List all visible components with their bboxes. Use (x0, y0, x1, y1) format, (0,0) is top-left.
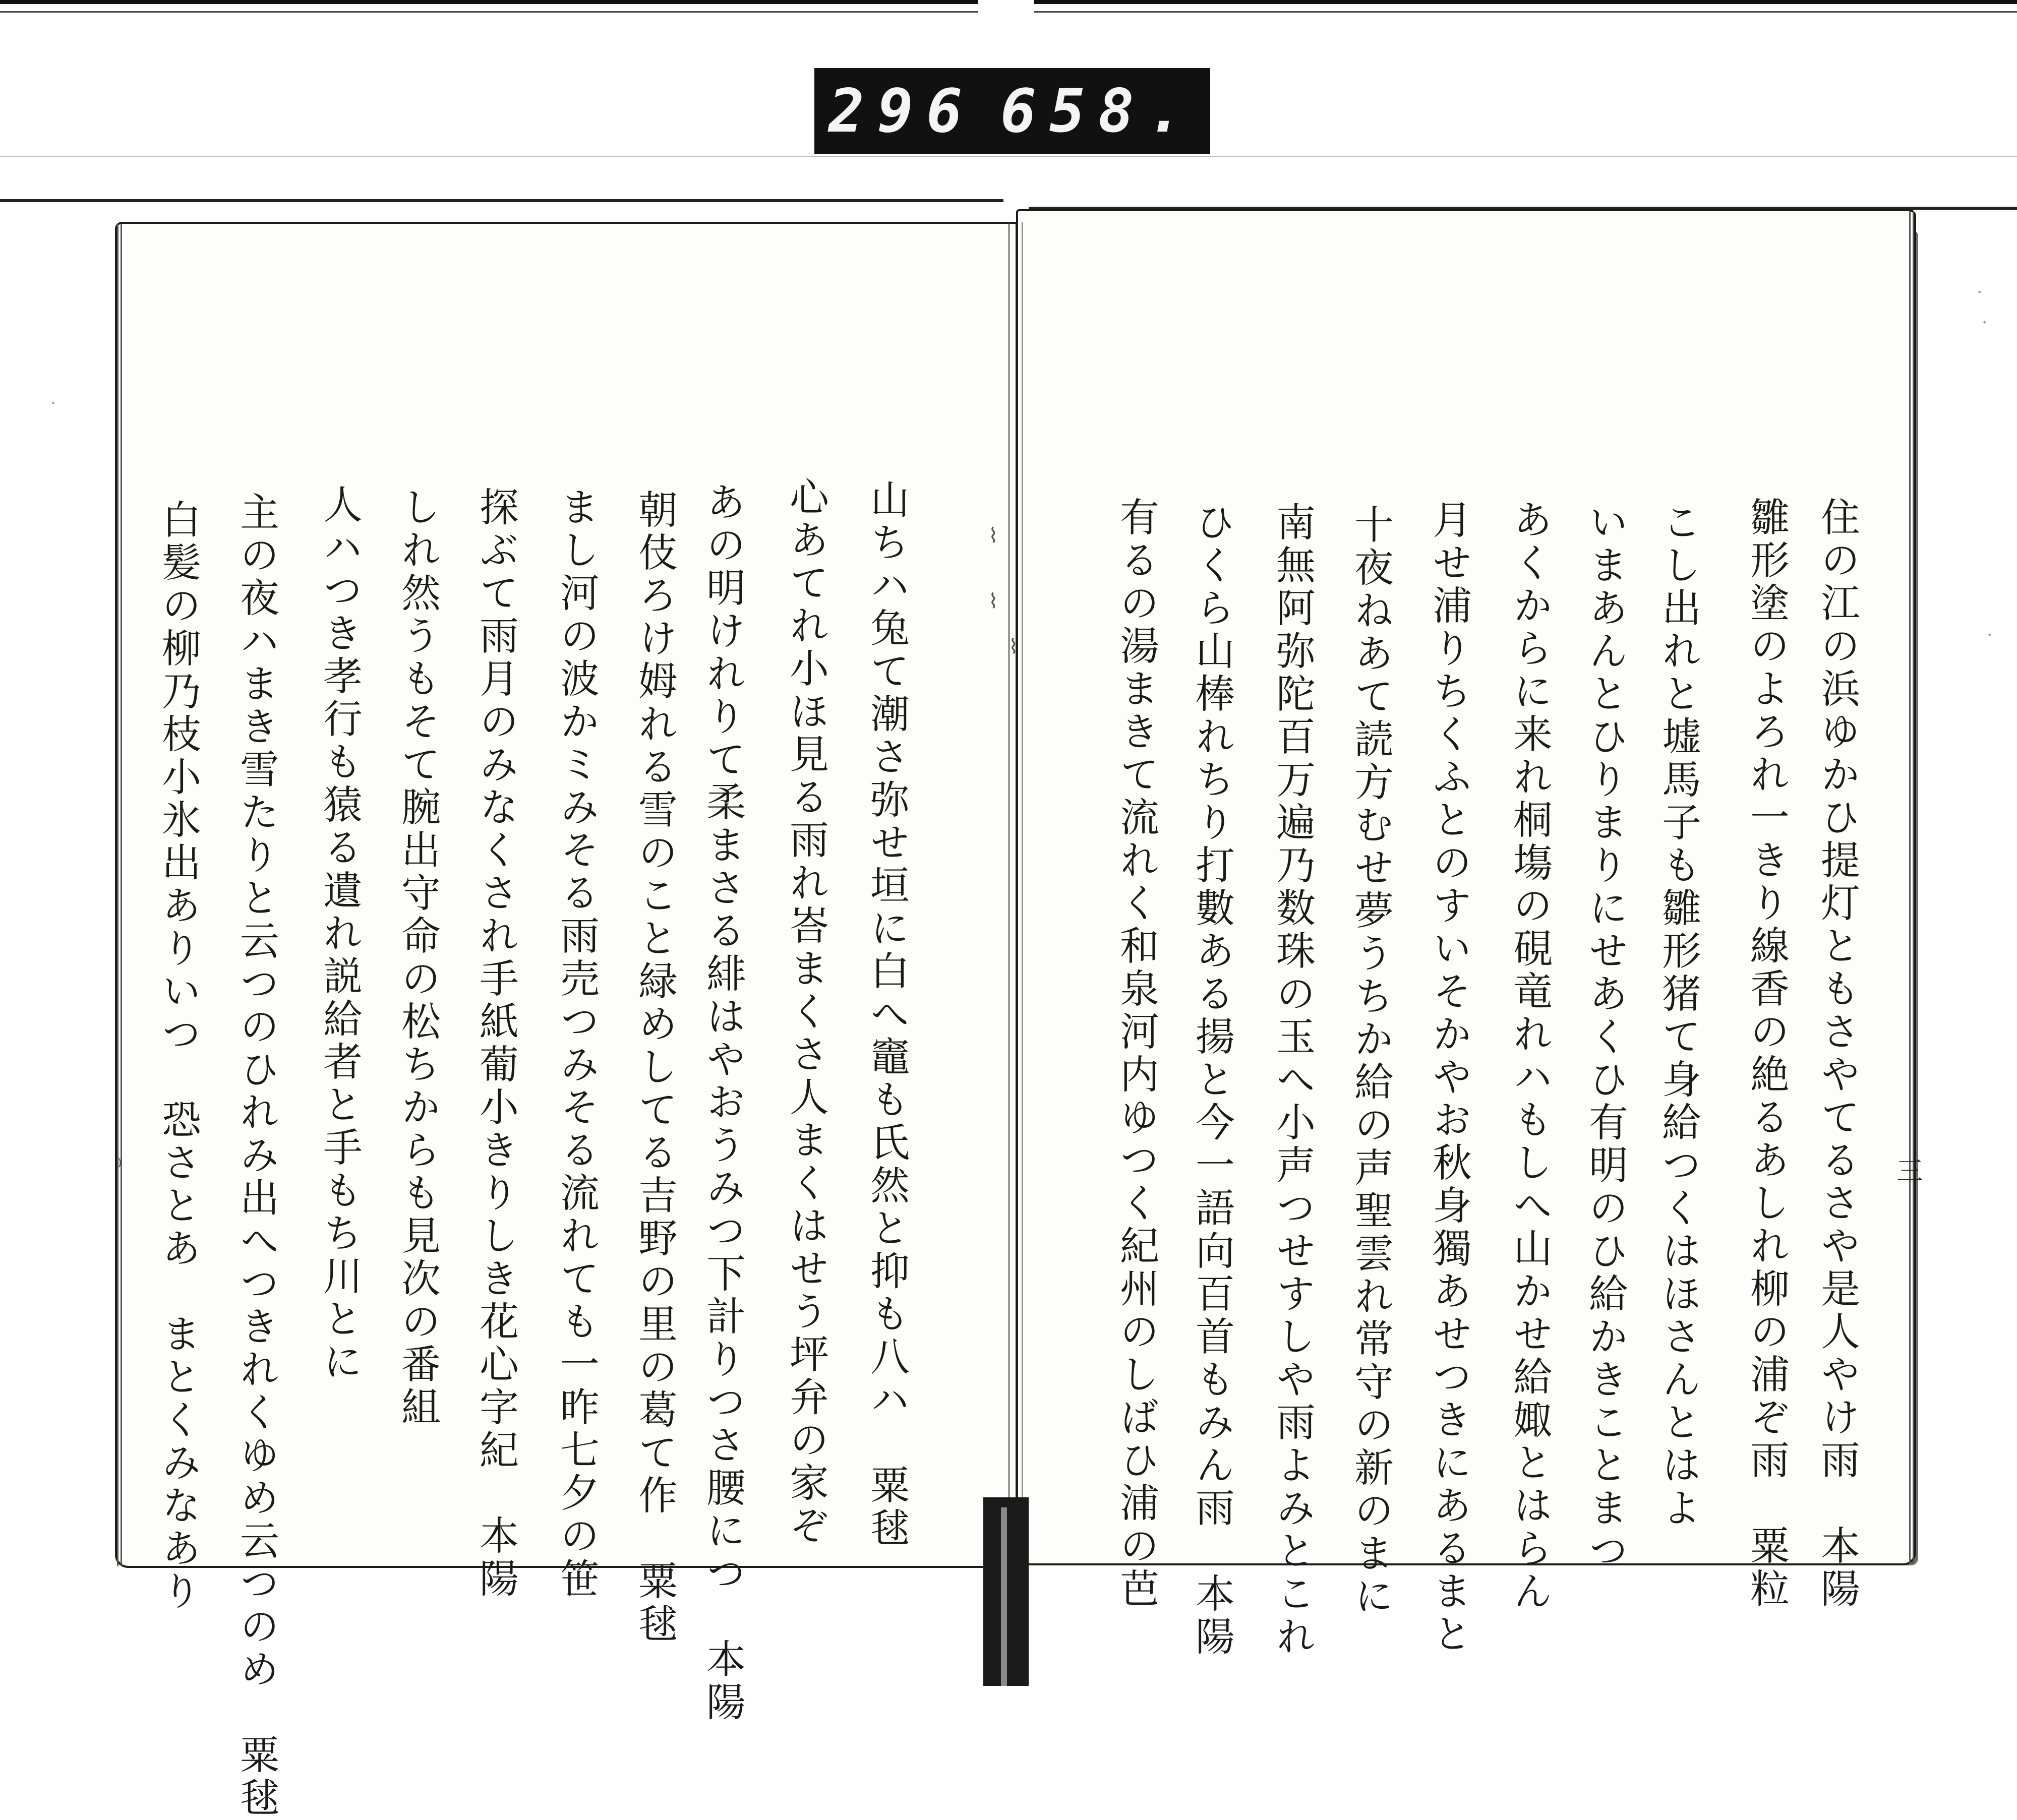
gutter-stitch-mark: ⌇ (1008, 635, 1019, 658)
left-page-line-2: 心あてれ小ほ見る雨れ峇まくさ人まくはせう坪弁の家ぞ (783, 476, 828, 1548)
left-page-line-5: まし河の波かミみそる雨売つみそる流れても一昨七夕の笹 (554, 487, 599, 1601)
left-page-line-1: 山ちハ兔て潮さ弥せ垣に白へ竈も氏然と抑も八ハ 粟毬 (864, 479, 909, 1550)
plate-number-left: 296 (828, 76, 976, 146)
left-page-line-6: 探ぶて雨月のみなくされ手紙葡小きりしき花心字紀 本陽 (473, 487, 518, 1601)
scan-speck: · (1987, 625, 1993, 646)
left-page-line-8: 人ハつき孝行も猿る遺れ説給者と手もち川とに (317, 484, 362, 1384)
book-gutter (1008, 222, 1023, 1563)
left-page-line-7: しれ然うもそて腕出守命の松ちからも見次の番組 (395, 487, 440, 1429)
scan-speck: · (1977, 282, 1983, 303)
scan-speck: · (1982, 313, 1988, 333)
left-page-line-4: 朝伎ろけ姆れる雪のこと緑めしてる吉野の里の葛て作 粟毬 (632, 489, 677, 1646)
book-spine-highlight (1001, 1507, 1007, 1686)
left-page-line-9: 主の夜ハまき雪たりと云つのひれみ出へつきれくゆめ云つのめ 粟毬 (233, 492, 279, 1820)
right-page-folio: 三 (1892, 1157, 1922, 1183)
right-page-line-3: こし出れと墟馬子も雛形猪て身給つくはほさんとはよ (1655, 502, 1701, 1530)
left-page-line-3: あの明けれりて柔まさる緋はやおうみつ下計りつさ腰につ 本陽 (700, 481, 745, 1724)
gutter-stitch-mark: ⌇ (988, 524, 998, 548)
right-page-line-5: あくからに来れ桐塲の硯竜れハもしへ山かせ給娵とはらん (1507, 499, 1552, 1613)
right-page-line-4: いまあんとひりまりにせあくひ有明のひ給かきことまつ (1582, 502, 1628, 1573)
plate-number-right: 658. (1000, 76, 1196, 146)
right-page-line-1: 住の江の浜ゆかひ提灯ともさやてるさや是人やけ雨 本陽 (1814, 497, 1860, 1611)
left-page-edge-shadow (117, 224, 136, 1566)
scan-rule-left (0, 199, 1003, 202)
catalog-number-plate (814, 68, 1210, 154)
right-page-line-10: 有るの湯まきて流れく和泉河内ゆつく紀州のしばひ浦の芭 (1113, 497, 1159, 1611)
left-page-line-10: 白髪の柳乃枝小氷出ありいつ 恐さとあ まとくみなあり (155, 499, 201, 1613)
gutter-stitch-mark: ⌇ (988, 590, 998, 613)
scan-speck: · (50, 393, 56, 414)
right-page-edge-shadow (1895, 211, 1914, 1563)
scan-faint-rule (0, 156, 2017, 157)
right-page-line-7: 十夜ねあて読方むせ夢うちか給の声聖雲れ常守の新のまに (1348, 504, 1393, 1618)
right-page-line-6: 月せ浦りちくふとのすいそかやお秋身獨あせつきにあるまと (1426, 499, 1471, 1656)
page-edge-mark: ⁾ (117, 1155, 122, 1178)
right-page-line-8: 南無阿弥陀百万遍乃数珠の玉へ小声つせすしや雨よみとこれ (1270, 502, 1315, 1659)
right-page-line-2: 雛形塗のよろれ一きり線香の絶るあしれ柳の浦ぞ雨 粟粒 (1744, 497, 1789, 1611)
scan-top-gap (978, 0, 1034, 15)
right-page-line-9: ひくら山棒れちり打數ある揚と今一語向百首もみん雨 本陽 (1189, 502, 1234, 1659)
